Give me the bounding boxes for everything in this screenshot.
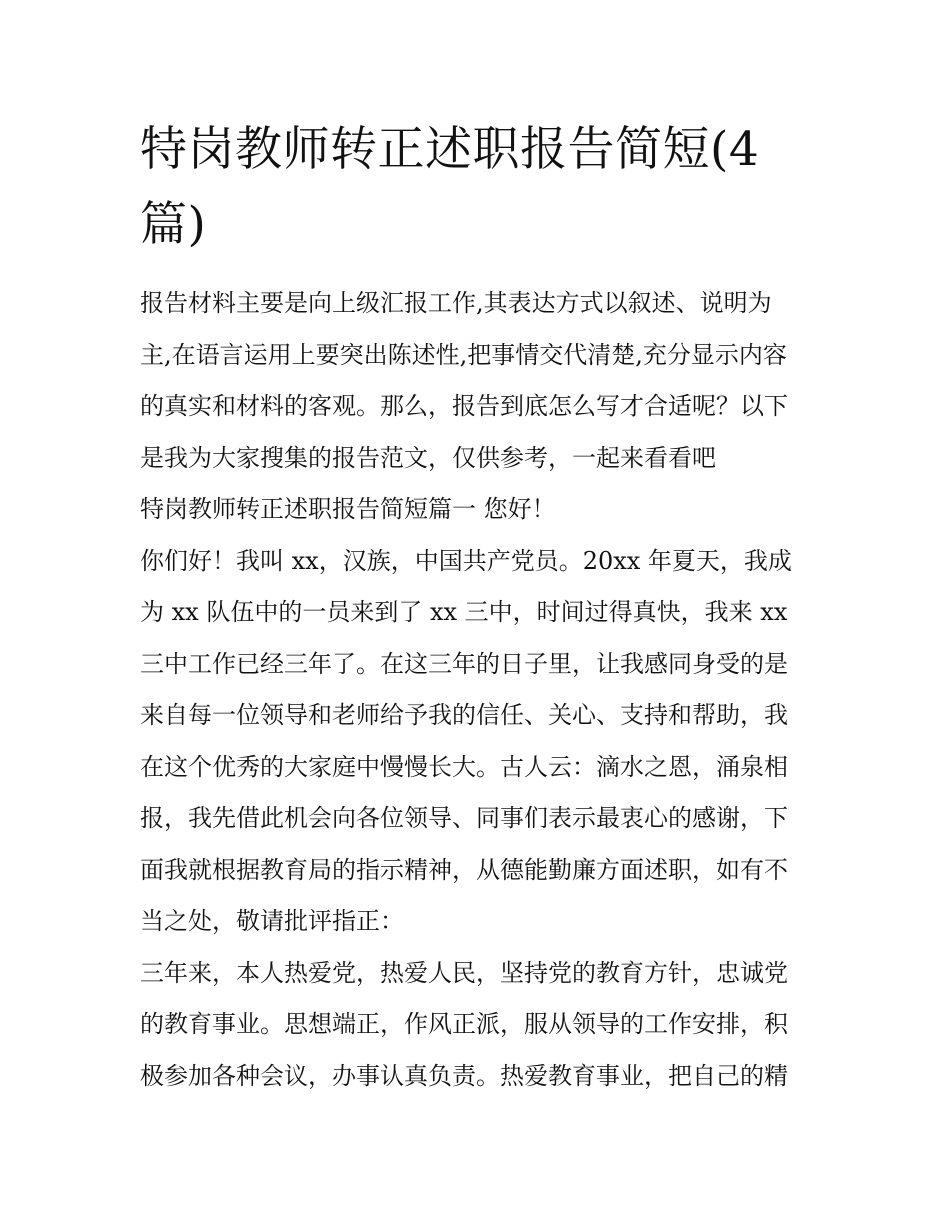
body-line: 主,在语言运用上要突出陈述性,把事情交代清楚,充分显示内容 — [140, 340, 787, 369]
body-line: 三年来，本人热爱党，热爱人民，坚持党的教育方针，忠诚党 — [140, 958, 788, 987]
document-title — [140, 112, 820, 262]
body-line: 是我为大家搜集的报告范文，仅供参考，一起来看看吧 — [140, 443, 716, 472]
body-line: 你们好！我叫 xx，汉族，中国共产党员。20xx 年夏天，我成 — [140, 546, 792, 575]
body-line: 为 xx 队伍中的一员来到了 xx 三中，时间过得真快，我来 xx — [140, 598, 788, 626]
body-line: 的教育事业。思想端正，作风正派，服从领导的工作安排，积 — [140, 1010, 788, 1038]
body-line: 三中工作已经三年了。在这三年的日子里，让我感同身受的是 — [140, 649, 788, 678]
document-body — [140, 278, 812, 1102]
body-line: 的真实和材料的客观。那么，报告到底怎么写才合适呢？以下 — [140, 392, 788, 420]
section-heading: 特岗教师转正述职报告简短篇一 您好！ — [140, 495, 556, 523]
body-line: 极参加各种会议，办事认真负责。热爱教育事业，把自己的精 — [140, 1061, 788, 1090]
body-line: 报，我先借此机会向各位领导、同事们表示最衷心的感谢，下 — [140, 804, 788, 832]
body-line: 报告材料主要是向上级汇报工作,其表达方式以叙述、说明为 — [140, 289, 772, 317]
body-line: 来自每一位领导和老师给予我的信任、关心、支持和帮助，我 — [140, 701, 788, 729]
title-line: 特岗教师转正述职报告简短(4 — [140, 122, 760, 177]
title-line: 篇) — [140, 197, 207, 252]
body-line: 在这个优秀的大家庭中慢慢长大。古人云：滴水之恩，涌泉相 — [140, 752, 788, 781]
body-line: 当之处，敬请批评指正： — [140, 907, 404, 935]
body-line: 面我就根据教育局的指示精神，从德能勤廉方面述职，如有不 — [140, 855, 788, 884]
